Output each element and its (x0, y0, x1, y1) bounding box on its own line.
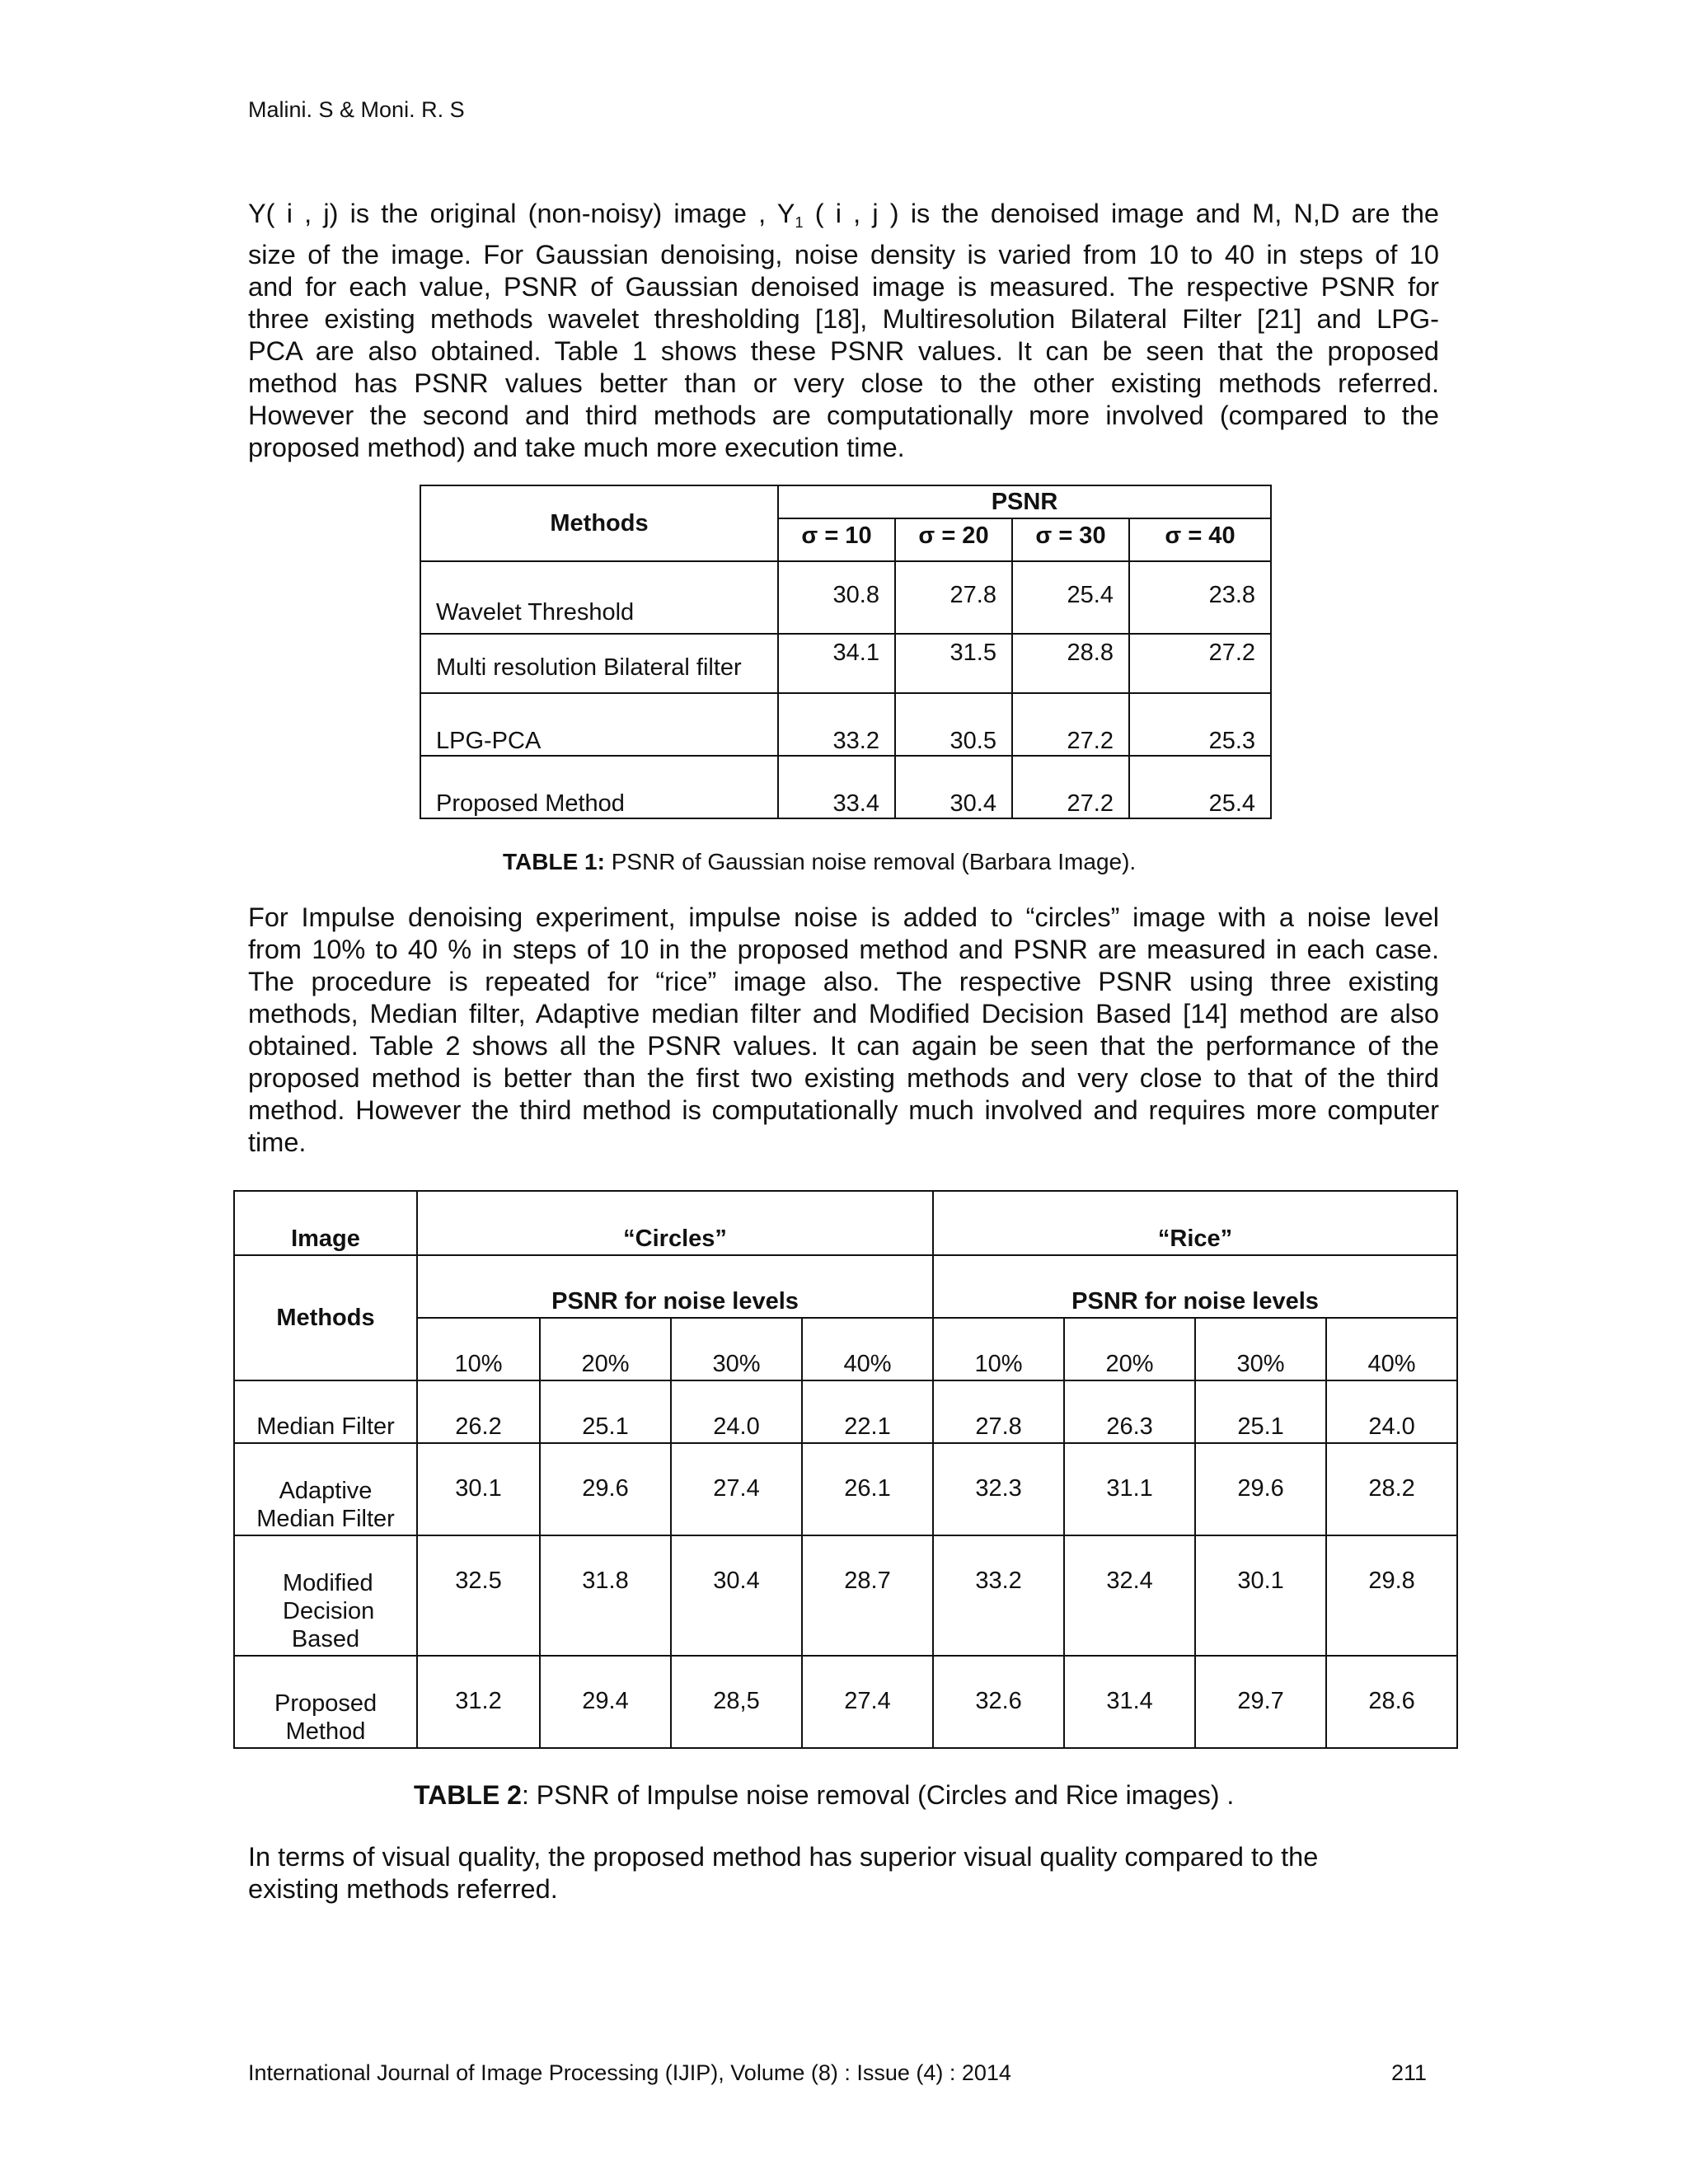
table2-value-cell: 28.2 (1326, 1443, 1457, 1535)
table2-circles-header: “Circles” (417, 1191, 933, 1255)
table1-value-cell: 31.5 (895, 634, 1012, 693)
table2-value-cell: 31.2 (417, 1656, 540, 1748)
paragraph-3 (248, 1841, 1402, 1905)
paragraph-line: For Impulse denoising experiment, impulse noise is added to “circles” image with a noise level (248, 902, 1439, 932)
table-row (234, 1535, 1457, 1656)
table2-value-cell: 26.1 (802, 1443, 933, 1535)
table1-method-cell: Proposed Method (420, 756, 778, 818)
table1-value-cell: 27.2 (1129, 634, 1271, 693)
paragraph-line: However the second and third methods are computationally more involved (compared to the (248, 401, 1439, 430)
paragraph-line: methods, Median filter, Adaptive median filter and Modified Decision Based [14] method are also (248, 999, 1439, 1029)
table2-caption-label: TABLE 2 (414, 1780, 522, 1810)
table1-value-cell: 25.3 (1129, 693, 1271, 756)
table1-value-cell: 27.2 (1012, 756, 1129, 818)
paragraph-line: obtained. Table 2 shows all the PSNR values. It can again be seen that the performance of the (248, 1031, 1439, 1061)
table2-value-cell: 25.1 (540, 1380, 671, 1443)
table1-method-cell: Wavelet Threshold (420, 582, 778, 634)
table-2 (233, 1190, 1458, 1749)
table2-value-cell: 28.7 (802, 1535, 933, 1656)
table1-value-cell: 27.8 (895, 582, 1012, 634)
table2-rice-psnr-header: PSNR for noise levels (933, 1255, 1457, 1318)
table2-methods-header: Methods (234, 1255, 417, 1380)
table2-rice-header: “Rice” (933, 1191, 1457, 1255)
subscript: 1 (795, 214, 804, 231)
table1-caption-label: TABLE 1: (503, 849, 605, 874)
table2-caption: TABLE 2: PSNR of Impulse noise removal (Circles and Rice images) . (414, 1780, 1235, 1810)
table2-value-cell: 26.2 (417, 1380, 540, 1443)
table2-value-cell: 28.6 (1326, 1656, 1457, 1748)
table2-image-header: Image (234, 1191, 417, 1255)
table2-circles-psnr-header: PSNR for noise levels (417, 1255, 933, 1318)
paragraph-line: and for each value, PSNR of Gaussian denoised image is measured. The respective PSNR for (248, 272, 1439, 302)
table1-value-cell: 30.8 (778, 582, 895, 634)
table2-value-cell: 30.4 (671, 1535, 802, 1656)
table1-methods-header: Methods (420, 485, 778, 561)
paragraph-line: Y( i , j) is the original (non-noisy) image , $Y_1$ ( i , j ) is the denoised image and M, N,D are the (248, 199, 1439, 231)
paragraph-line: method. However the third method is computationally much involved and requires more computer (248, 1095, 1439, 1125)
table2-value-cell: 28,5 (671, 1656, 802, 1748)
table1-method-cell: Multi resolution Bilateral filter (420, 634, 778, 693)
table2-level-header: 10% (933, 1318, 1064, 1380)
table-row (420, 582, 1271, 634)
table2-value-cell: 33.2 (933, 1535, 1064, 1656)
table1-psnr-header: PSNR (778, 485, 1271, 518)
table-1 (420, 485, 1272, 819)
table2-method-cell: Modified Decision Based (234, 1535, 417, 1656)
table-row (234, 1380, 1457, 1443)
table2-value-cell: 32.3 (933, 1443, 1064, 1535)
table2-value-cell: 25.1 (1195, 1380, 1326, 1443)
table2-level-header: 20% (1064, 1318, 1195, 1380)
paragraph-1 (248, 198, 1439, 464)
paragraph-line: proposed method is better than the first two existing methods and very close to that of the third (248, 1063, 1439, 1093)
table2-level-header: 30% (671, 1318, 802, 1380)
table1-value-cell: 25.4 (1129, 756, 1271, 818)
table2-value-cell: 29.6 (1195, 1443, 1326, 1535)
table2-method-cell: Adaptive Median Filter (234, 1443, 417, 1535)
table2-value-cell: 27.8 (933, 1380, 1064, 1443)
table1-value-cell: 23.8 (1129, 582, 1271, 634)
table1-sigma-header: σ = 30 (1012, 518, 1129, 561)
table1-value-cell: 27.2 (1012, 693, 1129, 756)
table1-value-cell: 28.8 (1012, 634, 1129, 693)
table2-value-cell: 31.4 (1064, 1656, 1195, 1748)
table1-sigma-header: σ = 10 (778, 518, 895, 561)
table2-value-cell: 27.4 (671, 1443, 802, 1535)
paragraph-line: In terms of visual quality, the proposed method has superior visual quality compared to the (248, 1842, 1319, 1872)
paragraph-line: method has PSNR values better than or very close to the other existing methods referred. (248, 368, 1439, 398)
table2-value-cell: 24.0 (1326, 1380, 1457, 1443)
table1-value-cell: 34.1 (778, 634, 895, 693)
table2-value-cell: 29.6 (540, 1443, 671, 1535)
table1-value-cell: 25.4 (1012, 582, 1129, 634)
paragraph-line: three existing methods wavelet thresholding [18], Multiresolution Bilateral Filter [21] and LPG- (248, 304, 1439, 334)
table2-value-cell: 31.1 (1064, 1443, 1195, 1535)
table2-value-cell: 22.1 (802, 1380, 933, 1443)
paragraph-line: time. (248, 1127, 307, 1157)
table-row (420, 756, 1271, 818)
paragraph-line: from 10% to 40 % in steps of 10 in the proposed method and PSNR are measured in each case. (248, 935, 1439, 964)
table2-value-cell: 32.4 (1064, 1535, 1195, 1656)
table-row (420, 634, 1271, 693)
table2-value-cell: 29.8 (1326, 1535, 1457, 1656)
table2-level-header: 10% (417, 1318, 540, 1380)
paragraph-2 (248, 902, 1439, 1159)
paragraph-line: size of the image. For Gaussian denoising, noise density is varied from 10 to 40 in steps of 10 (248, 240, 1439, 269)
table2-value-cell: 30.1 (1195, 1535, 1326, 1656)
table2-value-cell: 29.4 (540, 1656, 671, 1748)
running-head: Malini. S & Moni. R. S (248, 97, 465, 122)
paragraph-line: existing methods referred. (248, 1874, 558, 1904)
table-row (420, 693, 1271, 756)
table2-value-cell: 30.1 (417, 1443, 540, 1535)
table-row (234, 1656, 1457, 1748)
table2-level-header: 30% (1195, 1318, 1326, 1380)
table2-value-cell: 27.4 (802, 1656, 933, 1748)
table2-level-header: 40% (1326, 1318, 1457, 1380)
table1-value-cell: 33.2 (778, 693, 895, 756)
table1-sigma-header: σ = 20 (895, 518, 1012, 561)
footer-page-number: 211 (1391, 2060, 1428, 2085)
table2-value-cell: 31.8 (540, 1535, 671, 1656)
table2-value-cell: 26.3 (1064, 1380, 1195, 1443)
paragraph-line: PCA are also obtained. Table 1 shows these PSNR values. It can be seen that the proposed (248, 336, 1439, 366)
table1-method-cell: LPG-PCA (420, 693, 778, 756)
table1-value-cell: 30.4 (895, 756, 1012, 818)
table2-value-cell: 32.5 (417, 1535, 540, 1656)
paragraph-line: The procedure is repeated for “rice” image also. The respective PSNR using three existing (248, 967, 1439, 996)
table2-method-cell: Proposed Method (234, 1656, 417, 1748)
paragraph-line: proposed method) and take much more execution time. (248, 433, 905, 462)
table1-value-cell: 33.4 (778, 756, 895, 818)
table2-level-header: 20% (540, 1318, 671, 1380)
table-row (234, 1443, 1457, 1535)
footer-journal: International Journal of Image Processing (IJIP), Volume (8) : Issue (4) : 2014 (248, 2060, 1011, 2085)
table1-sigma-header: σ = 40 (1129, 518, 1271, 561)
table2-method-cell: Median Filter (234, 1380, 417, 1443)
table1-caption: TABLE 1: PSNR of Gaussian noise removal (Barbara Image). (503, 849, 1137, 874)
table2-value-cell: 29.7 (1195, 1656, 1326, 1748)
table2-level-header: 40% (802, 1318, 933, 1380)
table1-value-cell: 30.5 (895, 693, 1012, 756)
table2-value-cell: 24.0 (671, 1380, 802, 1443)
table2-value-cell: 32.6 (933, 1656, 1064, 1748)
